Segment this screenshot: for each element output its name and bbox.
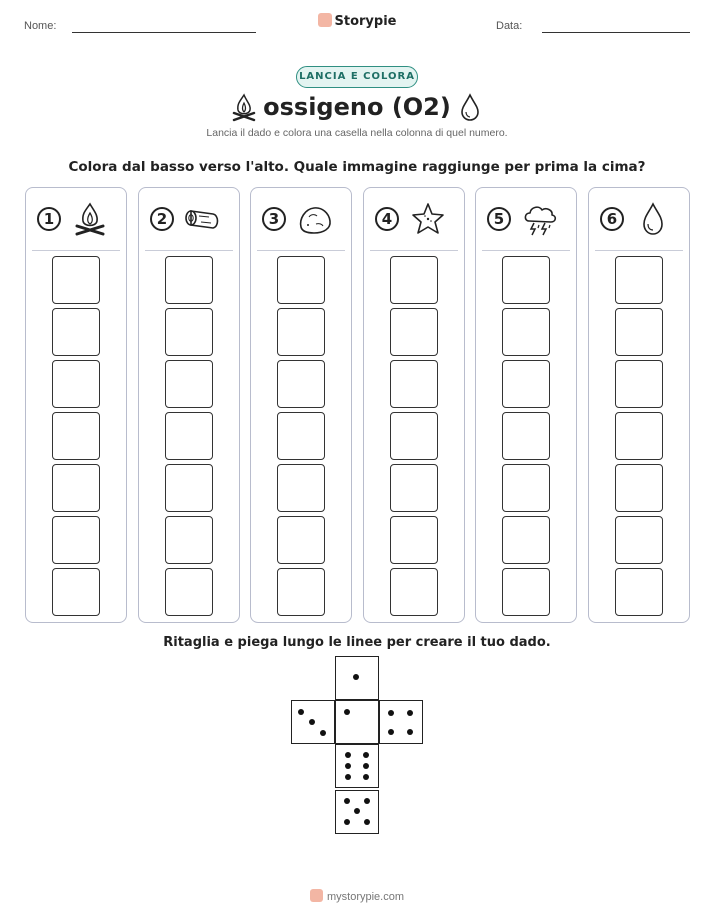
pip <box>344 798 350 804</box>
column-3 <box>250 187 352 623</box>
color-cell[interactable] <box>52 568 100 616</box>
color-cell[interactable] <box>52 360 100 408</box>
color-cell[interactable] <box>615 464 663 512</box>
color-cell[interactable] <box>165 360 213 408</box>
brand-logo <box>0 13 714 29</box>
date-line[interactable] <box>542 32 690 33</box>
die-instruction: Ritaglia e piega lungo le linee per creare il tuo dado. <box>163 635 551 650</box>
color-cell[interactable] <box>165 516 213 564</box>
die-face-3 <box>291 700 335 744</box>
color-cell[interactable] <box>615 308 663 356</box>
page-title: ossigeno (O2) <box>263 93 451 121</box>
column-divider <box>482 250 570 251</box>
color-cell[interactable] <box>615 568 663 616</box>
color-cell[interactable] <box>390 256 438 304</box>
name-label: Nome: <box>24 20 57 32</box>
color-cell[interactable] <box>277 412 325 460</box>
die-face-5 <box>335 790 379 834</box>
color-cell[interactable] <box>390 464 438 512</box>
column-6 <box>588 187 690 623</box>
pip <box>344 709 350 715</box>
footer-url[interactable]: mystorypie.com <box>326 891 405 903</box>
color-cell[interactable] <box>277 568 325 616</box>
color-cell[interactable] <box>52 256 100 304</box>
color-cell[interactable] <box>502 360 550 408</box>
color-cell[interactable] <box>52 516 100 564</box>
pip <box>298 709 304 715</box>
color-cell[interactable] <box>502 256 550 304</box>
column-divider <box>145 250 233 251</box>
pip <box>388 729 394 735</box>
pip <box>388 710 394 716</box>
brand-name: Storypie <box>334 14 397 29</box>
color-cell[interactable] <box>165 256 213 304</box>
date-label: Data: <box>496 20 523 32</box>
pip <box>364 819 370 825</box>
starfish-icon <box>408 201 448 237</box>
color-cell[interactable] <box>277 516 325 564</box>
rock-icon <box>295 201 335 237</box>
activity-badge: LANCIA E COLORA <box>296 66 418 88</box>
color-cell[interactable] <box>390 568 438 616</box>
column-4 <box>363 187 465 623</box>
column-number: 3 <box>262 207 286 231</box>
color-cell[interactable] <box>52 308 100 356</box>
color-cell[interactable] <box>615 516 663 564</box>
color-cell[interactable] <box>277 256 325 304</box>
color-cell[interactable] <box>277 360 325 408</box>
column-2 <box>138 187 240 623</box>
storypie-logo-icon <box>310 889 323 902</box>
color-cell[interactable] <box>165 464 213 512</box>
color-cell[interactable] <box>390 360 438 408</box>
color-cell[interactable] <box>615 360 663 408</box>
die-face-1-center <box>335 700 379 744</box>
color-cell[interactable] <box>502 464 550 512</box>
water-drop-icon <box>633 201 673 237</box>
column-number: 5 <box>487 207 511 231</box>
footer <box>0 889 714 903</box>
pip <box>363 752 369 758</box>
color-cell[interactable] <box>615 256 663 304</box>
column-divider <box>370 250 458 251</box>
pip <box>354 808 360 814</box>
column-divider <box>595 250 683 251</box>
color-cell[interactable] <box>52 412 100 460</box>
log-icon <box>183 201 223 237</box>
water-drop-icon <box>458 92 482 122</box>
pip <box>344 819 350 825</box>
color-cell[interactable] <box>390 516 438 564</box>
pip <box>407 710 413 716</box>
instruction-text: Colora dal basso verso l'alto. Quale immagine raggiunge per prima la cima? <box>68 159 646 175</box>
pip <box>363 763 369 769</box>
column-number: 4 <box>375 207 399 231</box>
pip <box>353 674 359 680</box>
color-cell[interactable] <box>165 568 213 616</box>
pip <box>345 763 351 769</box>
column-divider <box>32 250 120 251</box>
color-cell[interactable] <box>390 412 438 460</box>
column-number: 1 <box>37 207 61 231</box>
color-cell[interactable] <box>502 516 550 564</box>
pip <box>407 729 413 735</box>
subtitle: Lancia il dado e colora una casella nella colonna di quel numero. <box>206 127 508 139</box>
pip <box>363 774 369 780</box>
color-cell[interactable] <box>615 412 663 460</box>
name-line[interactable] <box>72 32 256 33</box>
pip <box>320 730 326 736</box>
pip <box>345 774 351 780</box>
die-face-6 <box>335 744 379 788</box>
campfire-icon <box>70 201 110 237</box>
color-cell[interactable] <box>502 568 550 616</box>
color-cell[interactable] <box>277 464 325 512</box>
column-number: 6 <box>600 207 624 231</box>
pip <box>345 752 351 758</box>
color-cell[interactable] <box>390 308 438 356</box>
die-face-1-top <box>335 656 379 700</box>
color-cell[interactable] <box>165 412 213 460</box>
column-1 <box>25 187 127 623</box>
color-cell[interactable] <box>502 308 550 356</box>
storypie-logo-icon <box>318 13 332 27</box>
storm-cloud-icon <box>520 201 560 237</box>
column-divider <box>257 250 345 251</box>
column-number: 2 <box>150 207 174 231</box>
pip <box>309 719 315 725</box>
column-5 <box>475 187 577 623</box>
color-cell[interactable] <box>165 308 213 356</box>
color-cell[interactable] <box>502 412 550 460</box>
color-cell[interactable] <box>277 308 325 356</box>
color-cell[interactable] <box>52 464 100 512</box>
pip <box>364 798 370 804</box>
die-face-4 <box>379 700 423 744</box>
